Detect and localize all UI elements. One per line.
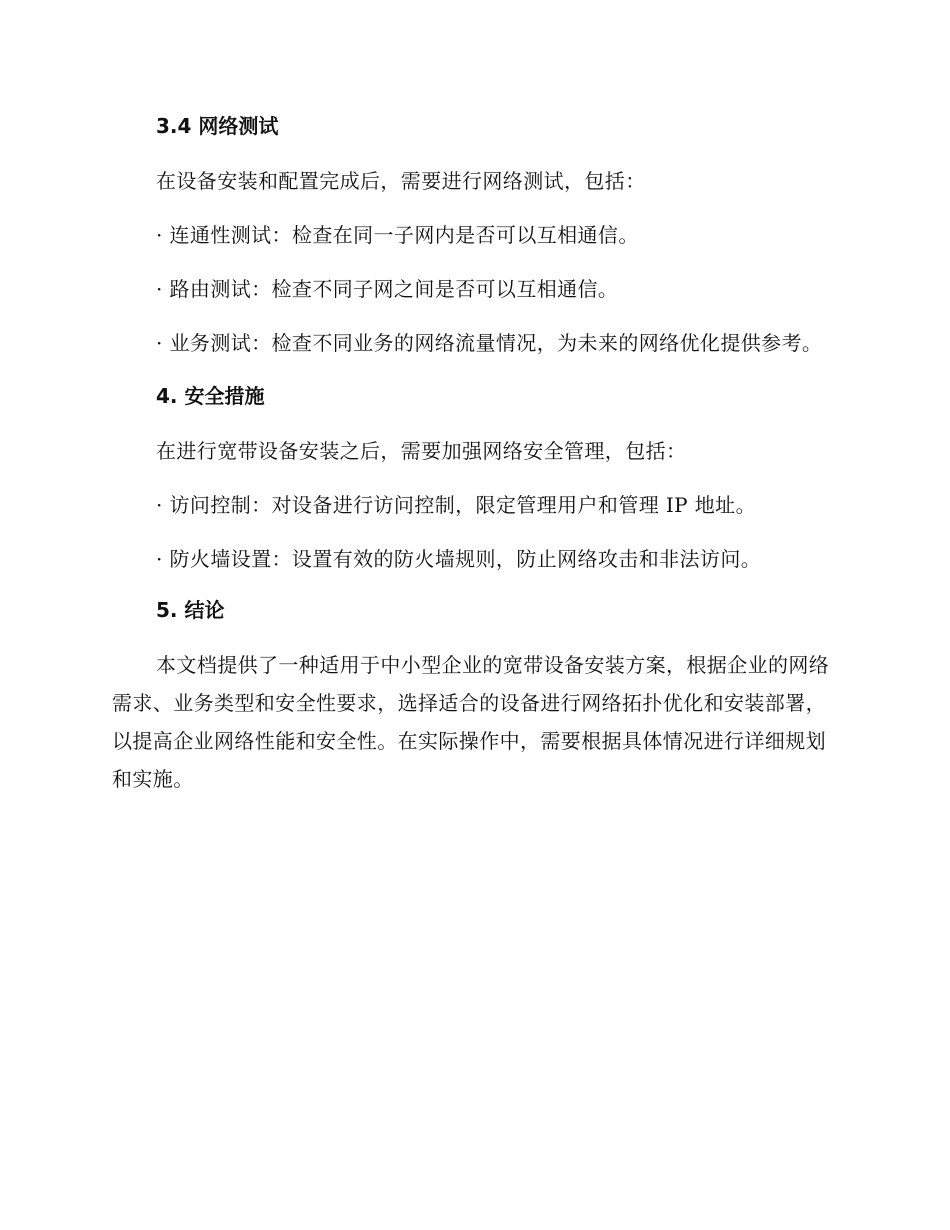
bullet-item-connectivity-test: · 连通性测试：检查在同一子网内是否可以互相通信。 [156, 223, 639, 247]
section-heading-5: 5. 结论 [156, 598, 225, 622]
bullet-item-routing-test: · 路由测试：检查不同子网之间是否可以互相通信。 [156, 277, 619, 301]
conclusion-paragraph: 本文档提供了一种适用于中小型企业的宽带设备安装方案，根据企业的网络需求、业务类型和安全性要求，选择适合的设备进行网络拓扑优化和安装部署，以提高企业网络性能和安全性。在实际操作中，需要根据具体情况进行详细规划和实施。 [112, 653, 830, 791]
document-content [112, 108, 832, 814]
section-3-4-intro: 在设备安装和配置完成后，需要进行网络测试，包括： [156, 169, 646, 193]
bullet-item-firewall-settings: · 防火墙设置：设置有效的防火墙规则，防止网络攻击和非法访问。 [156, 547, 762, 571]
bullet-item-access-control: · 访问控制：对设备进行访问控制，限定管理用户和管理 IP 地址。 [156, 493, 756, 517]
section-4-intro: 在进行宽带设备安装之后，需要加强网络安全管理，包括： [156, 439, 687, 463]
section-heading-4: 4. 安全措施 [156, 384, 265, 408]
bullet-item-business-test: · 业务测试：检查不同业务的网络流量情况，为未来的网络优化提供参考。 [156, 331, 823, 355]
section-heading-3-4: 3.4 网络测试 [156, 114, 279, 138]
